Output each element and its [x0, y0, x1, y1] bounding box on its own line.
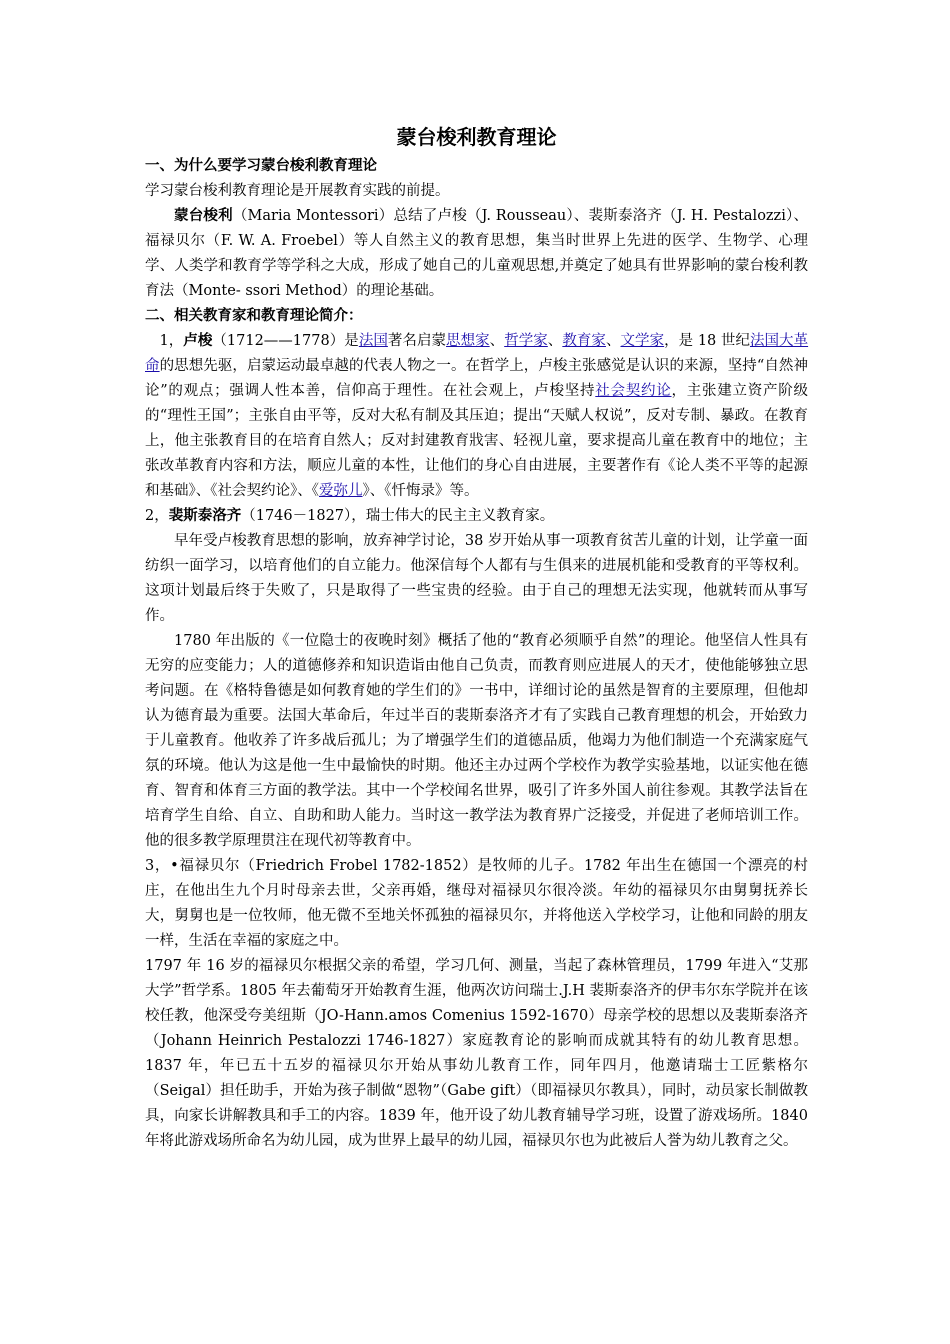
link-philosopher[interactable]: 哲学家	[504, 333, 548, 349]
pestalozzi-heading-line	[145, 504, 808, 529]
link-thinker[interactable]: 思想家	[446, 333, 490, 349]
rousseau-text: 著名启蒙	[387, 333, 447, 349]
link-france[interactable]: 法国	[358, 333, 388, 349]
rousseau-text: 》、《忏悔录》等。	[362, 483, 479, 499]
rousseau-text: ，是 18 世纪	[664, 333, 750, 349]
rousseau-text: （1712——1778）是	[212, 333, 359, 349]
section-1-heading: 一、为什么要学习蒙台梭利教育理论	[145, 158, 377, 174]
pestalozzi-number: 2，	[145, 508, 169, 524]
rousseau-number: 1，	[159, 333, 184, 349]
section-1-paragraph-1: 学习蒙台梭利教育理论是开展教育实践的前提。	[145, 183, 450, 199]
document-page	[145, 118, 808, 1154]
pestalozzi-intro: （1746－1827），瑞士伟大的民主主义教育家。	[241, 508, 555, 524]
rousseau-name: 卢梭	[183, 333, 213, 349]
link-social-contract[interactable]: 社会契约论	[595, 383, 672, 399]
rousseau-text: 、	[605, 333, 621, 349]
montessori-text: （Maria Montessori）总结了卢梭（J. Rousseau）、裴斯泰洛齐（J. H. Pestalozzi）、福禄贝尔（F. W. A. Froebel）等人自然主义的教育思想，集当时世界上先进的医学、生物学、心理学、人类学和教育学等学科之大成，形成了她自己的儿童观思想,并奠定了她具有世界影响的蒙台梭利教育法（Monte- ssori Method）的理论基础。	[145, 208, 808, 299]
rousseau-paragraph	[145, 329, 808, 504]
rousseau-text: 、	[489, 333, 505, 349]
link-writer[interactable]: 文学家	[620, 333, 665, 349]
rousseau-text: 、	[547, 333, 563, 349]
pestalozzi-paragraph-1: 早年受卢梭教育思想的影响，放弃神学讨论，38 岁开始从事一项教育贫苦儿童的计划，让学童一面纺织一面学习，以培育他们的自立能力。他深信每个人都有与生俱来的进展机能和受教育的平等权利。这项计划最后终于失败了，只是取得了一些宝贵的经验。由于自己的理想无法实现，他就转而从事写作。	[145, 533, 808, 624]
montessori-name: 蒙台梭利	[174, 208, 233, 224]
link-emile[interactable]: 爱弥儿	[319, 483, 363, 499]
link-french-revolution[interactable]: 法国大革命	[145, 333, 809, 374]
rousseau-text: ，主张建立资产阶级的“理性王国”；主张自由平等，反对大私有制及其压迫；提出“天赋人权说”，反对专制、暴政。在教育上，他主张教育目的在培育自然人；反对封建教育戕害、轻视儿童，要求提高儿童在教育中的地位；主张改革教育内容和方法，顺应儿童的本性，让他们的身心自由进展，主要著作有《论人类不平等的起源和基础》、《社会契约论》、《	[145, 383, 808, 499]
document-title: 蒙台梭利教育理论	[396, 125, 557, 149]
froebel-paragraph-2: 1797 年 16 岁的福禄贝尔根据父亲的希望，学习几何、测量，当起了森林管理员，1799 年进入“艾那大学”哲学系。1805 年去葡萄牙开始教育生涯，他两次访问瑞士.J.H 裴斯泰洛齐的伊韦尔东学院并在该校任教，他深受夸美纽斯（JO-Hann.amos Comenius 1592-1670）母亲学校的思想以及裴斯泰洛齐（Johann Heinrich Pestalozzi 1746-1827）家庭教育论的影响而成就其特有的幼儿教育思想。1837 年，年已五十五岁的福禄贝尔开始从事幼儿教育工作，同年四月，他邀请瑞士工匠紫格尔（Seigal）担任助手，开始为孩子制做“恩物”（Gabe gift）（即福禄贝尔教具），同时，动员家长制做教具，向家长讲解教具和手工的内容。1839 年，他开设了幼儿教育辅导学习班，设置了游戏场所。1840 年将此游戏场所命名为幼儿园，成为世界上最早的幼儿园，福禄贝尔也为此被后人誉为幼儿教育之父。	[145, 958, 808, 1149]
link-educator[interactable]: 教育家	[562, 333, 606, 349]
rousseau-text: 的思想先驱，启蒙运动最卓越的代表人物之一。在哲学上，卢梭主张感觉是认识的来源，坚持“自然神论”的观点；强调人性本善，信仰高于理性。在社会观上，卢梭坚持	[145, 358, 808, 399]
section-1-paragraph-2	[145, 204, 808, 304]
pestalozzi-name: 裴斯泰洛齐	[168, 508, 242, 524]
pestalozzi-paragraph-2: 1780 年出版的《一位隐士的夜晚时刻》概括了他的“教育必须顺乎自然”的理论。他坚信人性具有无穷的应变能力；人的道德修养和知识造诣由他自己负责，而教育则应进展人的天才，使他能够独立思考问题。在《格特鲁德是如何教育她的学生们的》一书中，详细讨论的虽然是智育的主要原理，但他却认为德育最为重要。法国大革命后，年过半百的裴斯泰洛齐才有了实践自己教育理想的机会，开始致力于儿童教育。他收养了许多战后孤儿；为了增强学生们的道德品质，他竭力为他们制造一个充满家庭气氛的环境。他认为这是他一生中最愉快的时期。他还主办过两个学校作为教学实验基地，以证实他在德育、智育和体育三方面的教学法。其中一个学校闻名世界，吸引了许多外国人前往参观。其教学法旨在培育学生自给、自立、自助和助人能力。当时这一教学法为教育界广泛接受，并促进了老师培训工作。他的很多教学原理贯注在现代初等教育中。	[145, 633, 808, 849]
froebel-paragraph-1: 3，•福禄贝尔（Friedrich Frobel 1782-1852）是牧师的儿子。1782 年出生在德国一个漂亮的村庄，在他出生九个月时母亲去世，父亲再婚，继母对福禄贝尔很冷淡。年幼的福禄贝尔由舅舅抚养长大，舅舅也是一位牧师，他无微不至地关怀孤独的福禄贝尔，并将他送入学校学习，让他和同龄的朋友一样，生活在幸福的家庭之中。	[145, 858, 808, 949]
section-2-heading: 二、相关教育家和教育理论简介：	[145, 308, 363, 324]
